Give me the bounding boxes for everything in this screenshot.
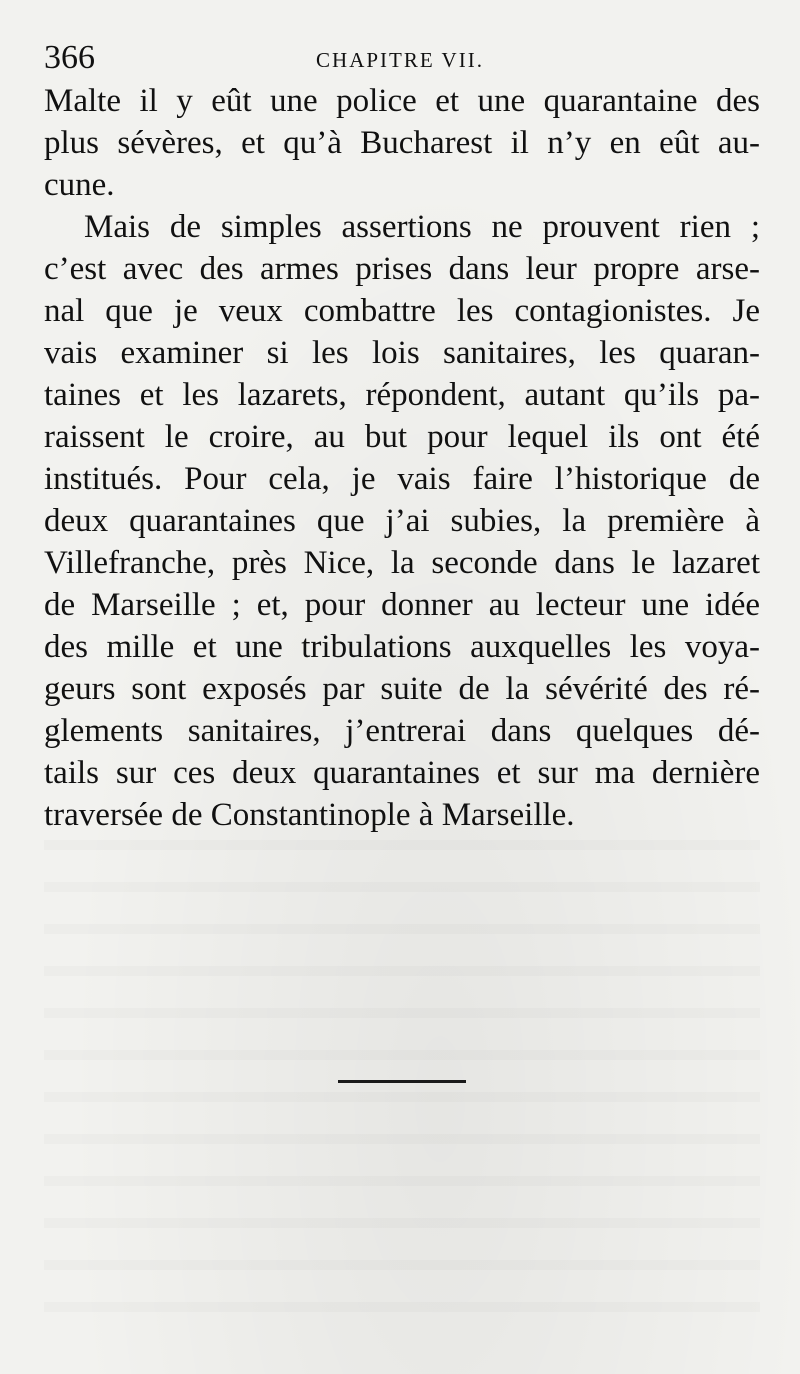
text-line: deux quarantaines que j’ai subies, la première à [44, 503, 760, 539]
text-line: plus sévères, et qu’à Bucharest il n’y en eût au- [44, 125, 760, 161]
text-line: taines et les lazarets, répondent, autant qu’ils pa- [44, 377, 760, 413]
show-through-texture [44, 840, 760, 1340]
running-head: CHAPITRE VII. [316, 48, 484, 72]
text-line: des mille et une tribulations auxquelles les voya- [44, 629, 760, 665]
text-line: vais examiner si les lois sanitaires, les quaran- [44, 335, 760, 371]
text-line: Villefranche, près Nice, la seconde dans le lazaret [44, 545, 760, 581]
text-line: c’est avec des armes prises dans leur propre arse- [44, 251, 760, 287]
text-line: institués. Pour cela, je vais faire l’historique de [44, 461, 760, 497]
text-line: traversée de Constantinople à Marseille. [44, 797, 575, 833]
text-line: nal que je veux combattre les contagionistes. Je [44, 293, 760, 329]
text-line: Mais de simples assertions ne prouvent rien ; [84, 209, 760, 245]
text-line: cune. [44, 167, 115, 203]
page-header [44, 36, 756, 80]
page-number: 366 [44, 39, 95, 76]
text-line: tails sur ces deux quarantaines et sur ma dernière [44, 755, 760, 791]
text-line: raissent le croire, au but pour lequel ils ont été [44, 419, 760, 455]
text-line: glements sanitaires, j’entrerai dans quelques dé- [44, 713, 760, 749]
body-text [44, 80, 760, 836]
text-line: geurs sont exposés par suite de la sévérité des ré- [44, 671, 760, 707]
text-line: de Marseille ; et, pour donner au lecteur une idée [44, 587, 760, 623]
text-line: Malte il y eût une police et une quarantaine des [44, 83, 760, 119]
section-divider-rule [338, 1080, 466, 1083]
